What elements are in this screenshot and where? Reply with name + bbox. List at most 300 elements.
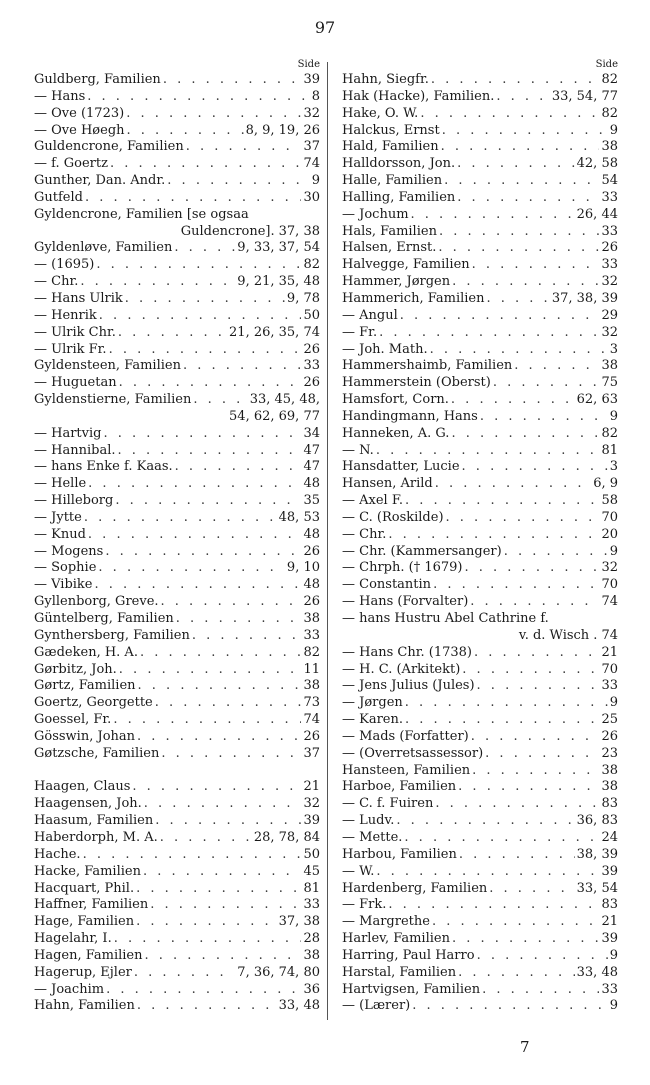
entry-pages: 36, 83	[576, 813, 618, 829]
index-entry	[34, 443, 320, 460]
entry-pages: 38	[601, 779, 618, 795]
dot-leader	[441, 139, 600, 156]
entry-name: — (Lærer)	[342, 998, 411, 1014]
entry-pages: 38, 39	[576, 846, 618, 862]
entry-name: — Mette.	[342, 829, 403, 845]
entry-pages: 8	[311, 88, 320, 104]
dot-leader	[155, 813, 301, 830]
index-entry	[342, 594, 618, 611]
dot-leader	[134, 965, 235, 982]
index-entry	[34, 493, 320, 510]
entry-pages: 9, 10	[286, 560, 320, 576]
index-entry	[342, 982, 618, 999]
entry-name: Hacke, Familien	[34, 863, 141, 879]
entry-name: — W.	[342, 863, 375, 879]
side-label: Side	[595, 59, 618, 70]
entry-name: Haberdorph, M. A.	[34, 829, 158, 845]
dot-leader	[118, 443, 302, 460]
index-entry	[34, 897, 320, 914]
entry-pages: 33, 48	[576, 964, 618, 980]
dot-leader	[439, 224, 600, 241]
index-entry	[342, 998, 618, 1015]
index-entry	[34, 325, 320, 342]
dot-leader	[99, 308, 302, 325]
entry-name: — Hans (Forvalter)	[342, 594, 469, 610]
entry-name: — Jens Julius (Jules)	[342, 678, 475, 694]
index-entry	[342, 106, 618, 123]
entry-pages: 83	[601, 897, 618, 913]
entry-pages: 37, 38, 39	[551, 290, 618, 306]
entry-pages: 39	[601, 863, 618, 879]
index-entry	[342, 678, 618, 695]
entry-name: Halsen, Ernst.	[342, 240, 437, 256]
index-entry	[342, 459, 618, 476]
entry-name: Gyldencrone, Familien [se ogsaa	[34, 206, 249, 222]
dot-leader	[83, 847, 302, 864]
entry-name: Goertz, Georgette	[34, 695, 153, 711]
entry-pages: 54	[601, 173, 618, 189]
entry-pages: 42, 58	[576, 156, 618, 172]
entry-name: — Ove (1723)	[34, 105, 125, 121]
entry-name: Gunther, Dan. Andr.	[34, 173, 166, 189]
entry-pages: 50	[303, 307, 320, 323]
entry-name: Guldencrone, Familien	[34, 139, 184, 155]
dot-leader	[88, 476, 301, 493]
dot-leader	[400, 308, 600, 325]
entry-name: — C. f. Fuiren	[342, 796, 434, 812]
dot-leader	[477, 948, 608, 965]
dot-leader	[103, 426, 301, 443]
index-entry	[342, 89, 618, 106]
entry-pages: 7, 36, 74, 80	[237, 964, 320, 980]
entry-pages: 48, 53	[278, 509, 320, 525]
entry-pages: 37	[303, 139, 320, 155]
entry-name: — Chr.	[34, 274, 79, 290]
entry-name: Hals, Familien	[342, 223, 437, 239]
entry-name: — Jytte	[34, 509, 82, 525]
entry-pages: 33, 54, 77	[551, 88, 618, 104]
dot-leader	[459, 847, 575, 864]
dot-leader	[431, 72, 600, 89]
entry-name: Harboe, Familien	[342, 779, 457, 795]
index-entry	[34, 308, 320, 325]
dot-leader	[88, 527, 302, 544]
entry-pages: 39	[303, 72, 320, 87]
entry-name: Harbou, Familien	[342, 846, 457, 862]
index-entry	[34, 729, 320, 746]
entry-pages: 23	[601, 745, 618, 761]
entry-name: — (Overretsassessor)	[342, 745, 484, 761]
index-entry	[342, 493, 618, 510]
dot-leader	[137, 998, 277, 1015]
entry-name: Handingmann, Hans	[342, 408, 478, 424]
entry-name: — Joh. Math.	[342, 341, 428, 357]
dot-leader	[176, 611, 302, 628]
entry-name: Halling, Familien	[342, 189, 456, 205]
entry-pages: 38	[303, 678, 320, 694]
index-entry	[34, 274, 320, 291]
dot-leader	[163, 72, 302, 89]
index-entry	[342, 729, 618, 746]
entry-name: — C. (Roskilde)	[342, 509, 444, 525]
index-entry	[34, 645, 320, 662]
index-entry	[342, 72, 618, 89]
dot-leader	[98, 560, 285, 577]
entry-pages: 82	[601, 425, 618, 441]
entry-name: Hagerup, Ejler	[34, 964, 132, 980]
dot-leader	[457, 190, 599, 207]
dot-leader	[140, 645, 302, 662]
entry-pages: 3	[609, 341, 618, 357]
entry-pages: 9	[311, 173, 320, 189]
index-entry	[342, 847, 618, 864]
entry-name: Hansteen, Familien	[342, 762, 471, 778]
entry-pages: 28	[303, 931, 320, 947]
entry-pages: 48	[303, 476, 320, 492]
entry-pages: 74	[601, 594, 618, 610]
entry-name: Hak (Hacke), Familien.	[342, 88, 495, 104]
index-entries-right	[342, 72, 618, 1015]
index-spacer	[34, 763, 320, 780]
entry-pages: 33, 45, 48,	[249, 392, 320, 408]
index-entry	[34, 931, 320, 948]
index-column-right	[342, 58, 618, 1015]
index-entry	[34, 240, 320, 257]
dot-leader	[411, 207, 575, 224]
entry-name: Hamsfort, Corn.	[342, 392, 449, 408]
entry-pages: 9	[609, 543, 618, 559]
index-entry	[342, 931, 618, 948]
dot-leader	[160, 830, 252, 847]
entry-name: — Chr.	[342, 526, 387, 542]
entry-name: Hald, Familien	[342, 139, 439, 155]
entry-name: Gyldenløve, Familien	[34, 240, 173, 256]
index-entry	[342, 257, 618, 274]
entry-pages: 9, 21, 35, 48	[237, 274, 320, 290]
entry-pages: 26	[601, 728, 618, 744]
entry-pages: 33	[601, 223, 618, 239]
index-entry	[34, 560, 320, 577]
index-entry	[342, 207, 618, 224]
entry-name: Goessel, Fr.	[34, 712, 112, 728]
dot-leader	[150, 897, 301, 914]
index-entry	[34, 712, 320, 729]
index-entry	[34, 998, 320, 1015]
index-entry	[342, 476, 618, 493]
dot-leader	[462, 459, 608, 476]
entry-pages: 9	[609, 695, 618, 711]
entry-name: — Ludv.	[342, 813, 395, 829]
index-entry	[342, 392, 618, 409]
dot-leader	[87, 89, 309, 106]
entry-name: Gösswin, Johan	[34, 728, 136, 744]
entry-pages: 83	[601, 796, 618, 812]
entry-pages: 82	[303, 644, 320, 660]
entry-pages: 21	[601, 914, 618, 930]
dot-leader	[388, 527, 599, 544]
entry-name: Güntelberg, Familien	[34, 611, 174, 626]
dot-leader	[444, 173, 599, 190]
index-entry	[34, 914, 320, 931]
index-entry	[34, 139, 320, 156]
entry-pages: 26	[303, 728, 320, 744]
entry-pages: 58	[601, 493, 618, 509]
dot-leader	[496, 89, 550, 106]
dot-leader	[109, 342, 302, 359]
entry-pages: 82	[601, 72, 618, 87]
index-entry	[342, 291, 618, 308]
index-entry	[34, 678, 320, 695]
index-column-left	[34, 58, 320, 1015]
entry-pages: 11	[303, 661, 320, 677]
dot-leader	[85, 190, 301, 207]
entry-name: Hansen, Arild	[342, 476, 433, 492]
entry-name: — Hans Chr. (1738)	[342, 644, 472, 660]
index-entry	[342, 662, 618, 679]
entry-pages: 3	[609, 459, 618, 475]
entry-pages: 26	[303, 594, 320, 610]
dot-leader	[504, 544, 608, 561]
dot-leader	[451, 426, 599, 443]
dot-leader	[435, 796, 599, 813]
entry-pages: 26	[303, 341, 320, 357]
dot-leader	[514, 358, 599, 375]
entry-pages: 25	[601, 712, 618, 728]
entry-name: — Knud	[34, 526, 86, 542]
index-entry	[342, 712, 618, 729]
index-entry	[342, 308, 618, 325]
entry-pages: 21, 26, 35, 74	[229, 324, 320, 340]
dot-leader	[138, 678, 302, 695]
entry-pages: 74	[303, 712, 320, 728]
dot-leader	[412, 998, 607, 1015]
entry-name: v. d. Wisch .	[518, 627, 598, 643]
entry-name: Gutfeld	[34, 189, 83, 205]
column-divider	[327, 62, 328, 1020]
dot-leader	[470, 594, 599, 611]
entry-name: — Hans	[34, 88, 86, 104]
entry-pages: 8, 9, 19, 26	[245, 122, 320, 138]
index-entry	[342, 864, 618, 881]
index-entry	[34, 426, 320, 443]
dot-leader	[80, 274, 235, 291]
dot-leader	[404, 830, 599, 847]
index-entry	[342, 948, 618, 965]
entry-pages: 26	[601, 240, 618, 256]
entry-pages: 37, 38	[278, 223, 320, 239]
dot-leader	[155, 695, 302, 712]
dot-leader	[438, 240, 599, 257]
dot-leader	[458, 965, 575, 982]
index-entry	[34, 847, 320, 864]
entry-name: — Hilleborg	[34, 493, 114, 509]
index-entry	[342, 560, 618, 577]
entry-pages: 32	[601, 560, 618, 576]
index-entry	[342, 897, 618, 914]
entry-name: Halvegge, Familien	[342, 257, 470, 273]
dot-leader	[136, 914, 277, 931]
dot-leader	[145, 948, 302, 965]
entry-pages: 74	[601, 627, 618, 643]
dot-leader	[420, 106, 599, 123]
entry-name: — N.	[342, 442, 374, 458]
page-number: 97	[314, 18, 336, 37]
index-entry	[34, 257, 320, 274]
entry-pages: 70	[601, 661, 618, 677]
entry-pages: 33	[303, 897, 320, 913]
entry-name: — (1695)	[34, 257, 95, 273]
entry-pages: 32	[601, 324, 618, 340]
entry-name: Hansdatter, Lucie	[342, 459, 460, 475]
entry-name: Hartvigsen, Familien	[342, 981, 481, 997]
dot-leader	[127, 123, 244, 140]
entry-name: Gyldensteen, Familien	[34, 358, 181, 374]
dot-leader	[118, 325, 227, 342]
index-entry	[34, 864, 320, 881]
entry-name: Hammershaimb, Familien	[342, 358, 513, 374]
index-entry	[342, 746, 618, 763]
entry-pages: 36	[303, 981, 320, 997]
dot-leader	[105, 544, 301, 561]
index-entry	[34, 291, 320, 308]
index-entry	[34, 476, 320, 493]
index-entry	[34, 695, 320, 712]
entry-name: Gøtzsche, Familien	[34, 745, 160, 761]
entry-name: Harring, Paul Harro	[342, 947, 475, 963]
entry-pages: 33	[303, 358, 320, 374]
entry-name: Haagensen, Joh.	[34, 796, 142, 812]
entry-name: Gyllenborg, Greve.	[34, 594, 159, 610]
index-entry	[342, 156, 618, 173]
entry-name: Hagelahr, I.	[34, 931, 112, 947]
index-entry	[342, 426, 618, 443]
index-entry	[342, 763, 618, 780]
entry-pages: 48	[303, 526, 320, 542]
index-entry	[342, 443, 618, 460]
entry-name: Hammerich, Familien	[342, 290, 485, 306]
dot-leader	[174, 240, 235, 257]
entry-name: — Vibike	[34, 577, 93, 593]
index-entry	[34, 611, 320, 628]
entry-pages: 9	[609, 998, 618, 1014]
entry-name: — hans Enke f. Kaas.	[34, 459, 173, 475]
entry-name: Gørbitz, Joh.	[34, 661, 117, 677]
dot-leader	[161, 746, 301, 763]
entry-pages: 81	[601, 442, 618, 458]
entry-name: — Mads (Forfatter)	[342, 728, 469, 744]
entry-pages: 62, 63	[576, 392, 618, 408]
dot-leader	[167, 173, 309, 190]
dot-leader	[137, 729, 301, 746]
index-entry	[342, 358, 618, 375]
entry-pages: 70	[601, 577, 618, 593]
entry-pages: 26	[303, 375, 320, 391]
entry-name: Gørtz, Familien	[34, 678, 136, 694]
index-entry	[342, 577, 618, 594]
entry-name: — Fr.	[342, 324, 378, 340]
dot-leader	[119, 662, 302, 679]
index-entry	[34, 123, 320, 140]
entry-name: — Jørgen	[342, 695, 403, 711]
entry-pages: 33	[601, 257, 618, 273]
dot-leader	[462, 662, 599, 679]
dot-leader	[113, 712, 301, 729]
index-entry	[342, 123, 618, 140]
index-entry	[34, 527, 320, 544]
index-entry	[342, 240, 618, 257]
index-entry	[34, 779, 320, 796]
dot-leader	[482, 982, 599, 999]
entry-name: — Jochum	[342, 206, 409, 222]
dot-leader	[471, 729, 600, 746]
index-entry	[34, 190, 320, 207]
entry-name: — Mogens	[34, 543, 104, 559]
index-entry	[34, 89, 320, 106]
entry-name: — Ove Høegh	[34, 122, 125, 138]
index-entry	[342, 881, 618, 898]
index-entry	[342, 628, 618, 645]
dot-leader	[474, 645, 599, 662]
dot-leader	[396, 813, 574, 830]
index-entry	[34, 342, 320, 359]
entry-name: Hammer, Jørgen	[342, 274, 451, 290]
dot-leader	[125, 291, 285, 308]
entry-pages: 20	[601, 526, 618, 542]
dot-leader	[144, 796, 302, 813]
index-entry	[34, 459, 320, 476]
entry-pages: 33	[303, 627, 320, 643]
entry-pages: 21	[601, 644, 618, 660]
index-entries-left	[34, 72, 320, 1015]
index-entry	[342, 274, 618, 291]
index-entry	[34, 106, 320, 123]
dot-leader	[96, 257, 301, 274]
entry-name: — Ulrik Fr.	[34, 341, 107, 357]
entry-pages: 50	[303, 846, 320, 862]
entry-pages: 6, 9	[593, 476, 618, 492]
entry-name: — Hans Ulrik	[34, 290, 123, 306]
entry-name: Halckus, Ernst	[342, 122, 440, 138]
entry-pages: 29	[601, 307, 618, 323]
dot-leader	[95, 577, 302, 594]
dot-leader	[442, 123, 608, 140]
entry-name: Haagen, Claus	[34, 779, 131, 795]
entry-pages: 38	[303, 947, 320, 963]
index-entry	[34, 881, 320, 898]
dot-leader	[136, 881, 301, 898]
entry-name: — Chr. (Kammersanger)	[342, 543, 502, 559]
dot-leader	[376, 443, 600, 460]
dot-leader	[388, 897, 599, 914]
entry-pages: 33, 48	[278, 998, 320, 1014]
dot-leader	[186, 139, 302, 156]
dot-leader	[446, 510, 600, 527]
index-entry	[34, 72, 320, 89]
index-entry	[342, 796, 618, 813]
index-entry	[342, 611, 618, 628]
dot-leader	[472, 763, 599, 780]
entry-pages: 35	[303, 493, 320, 509]
entry-name: — Henrik	[34, 307, 97, 323]
index-entry	[342, 224, 618, 241]
entry-pages: 26, 44	[576, 206, 618, 222]
entry-pages: 9	[609, 947, 618, 963]
entry-name: — Hartvig	[34, 425, 102, 441]
entry-pages: 33	[601, 678, 618, 694]
dot-leader	[405, 493, 599, 510]
index-entry	[342, 409, 618, 426]
entry-pages: 9, 33, 37, 54	[237, 240, 320, 256]
